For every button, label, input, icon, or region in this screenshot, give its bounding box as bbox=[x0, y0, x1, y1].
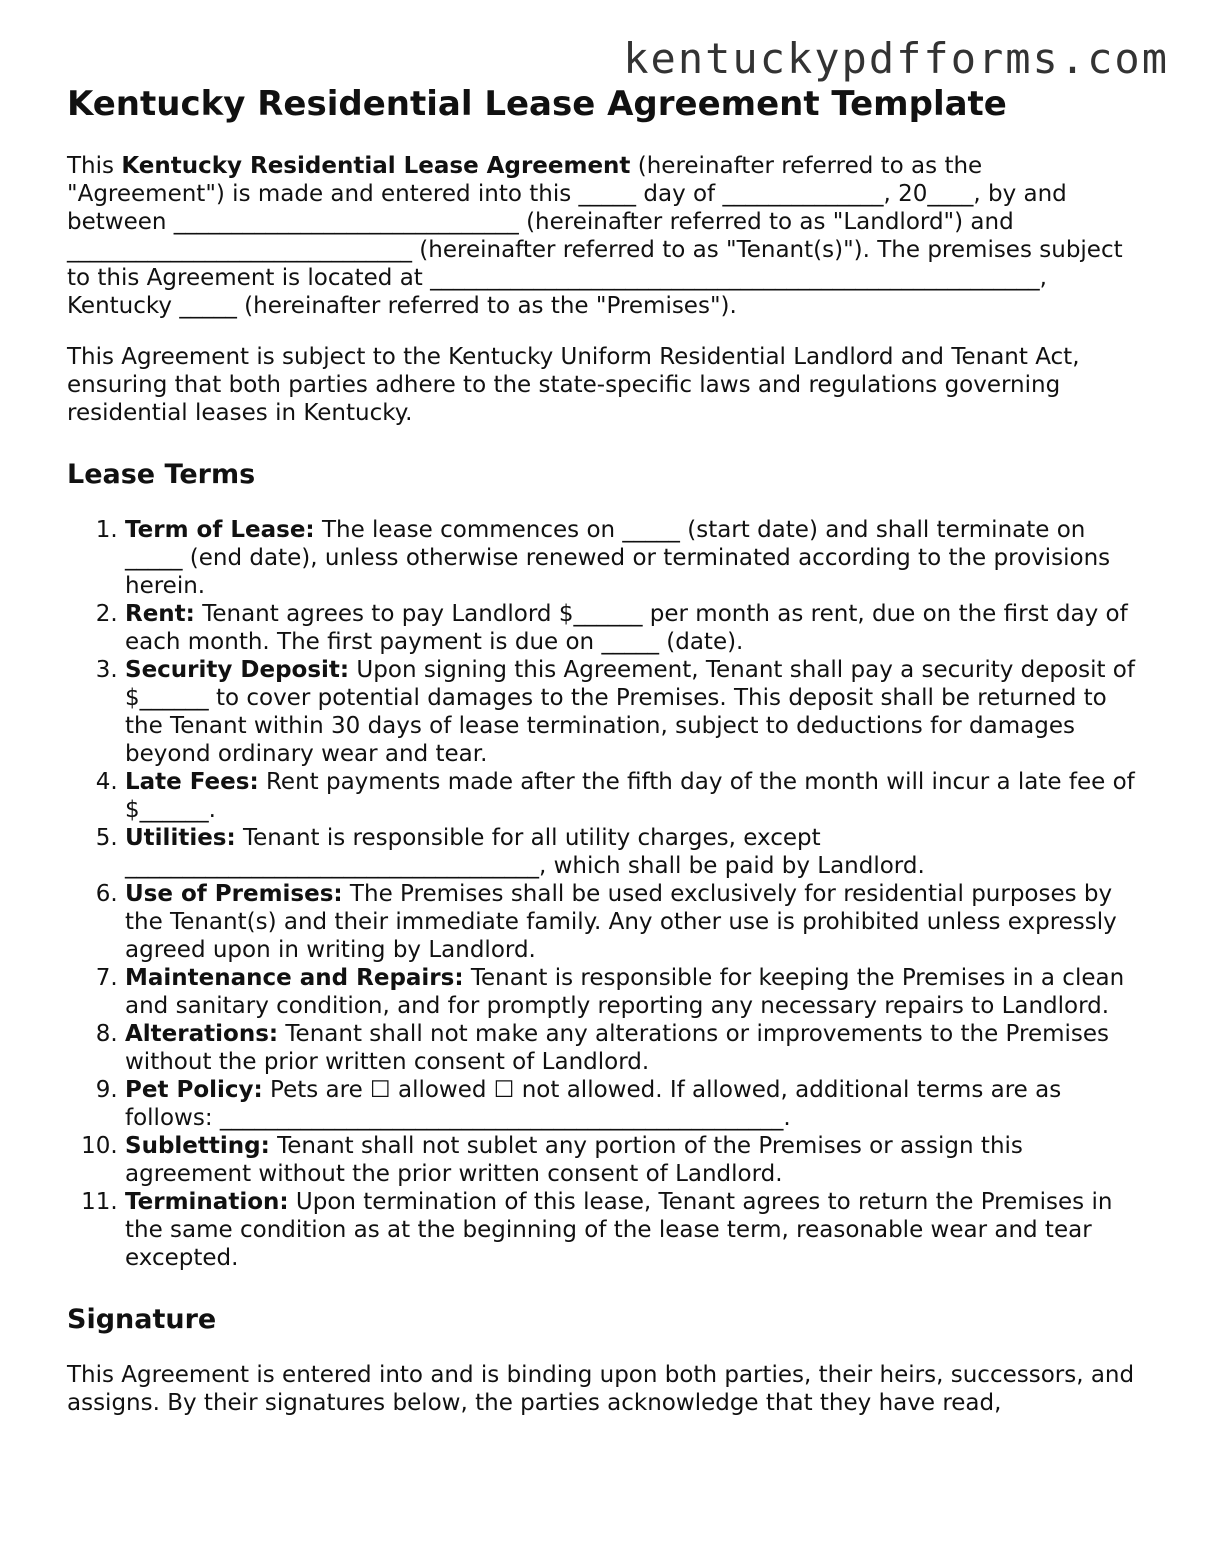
lease-term-item bbox=[125, 1188, 1147, 1272]
lease-term-text: The Premises shall be used exclusively for residential purposes by the Tenant(s) and their immediate family. Any other use is prohibited unless expressly agreed upon in writing by Landlord. bbox=[125, 881, 1117, 963]
lease-term-label: Utilities: bbox=[125, 825, 236, 851]
lease-term-text: Tenant agrees to pay Landlord $______ per month as rent, due on the first day of each month. The first payment is due on _____ (date). bbox=[125, 601, 1128, 655]
intro-body: (hereinafter referred to as the "Agreement") is made and entered into this _____ day of ______________, 20____, by and between ______________________________ (hereinafter referred to as "Landlord") and ______________________________ (hereinafter referred to as "Tenant(s)"). The premises subject to this Agreement is located at _____________________________________________________, Kentucky _____ (hereinafter referred to as the "Premises"). bbox=[67, 153, 1123, 319]
lease-term-item bbox=[125, 516, 1147, 600]
lease-term-label: Security Deposit: bbox=[125, 657, 350, 683]
lease-term-label: Late Fees: bbox=[125, 769, 259, 795]
lease-term-text: Tenant is responsible for all utility charges, except ____________________________________, which shall be paid by Landlord. bbox=[125, 825, 925, 879]
intro-paragraph bbox=[67, 152, 1147, 320]
lease-term-text: Upon signing this Agreement, Tenant shall pay a security deposit of $______ to cover potential damages to the Premises. This deposit shall be returned to the Tenant within 30 days of lease termination, subject to deductions for damages beyond ordinary wear and tear. bbox=[125, 657, 1135, 767]
lease-term-text: Tenant shall not sublet any portion of the Premises or assign this agreement without the prior written consent of Landlord. bbox=[125, 1133, 1023, 1187]
lease-term-label: Subletting: bbox=[125, 1133, 270, 1159]
lease-term-label: Alterations: bbox=[125, 1021, 279, 1047]
document-page bbox=[67, 82, 1147, 1440]
lease-term-text: Rent payments made after the fifth day of the month will incur a late fee of $______. bbox=[125, 769, 1135, 823]
lease-term-label: Maintenance and Repairs: bbox=[125, 965, 464, 991]
signature-heading: Signature bbox=[67, 1304, 217, 1335]
lease-term-label: Termination: bbox=[125, 1189, 289, 1215]
lease-term-item bbox=[125, 600, 1147, 656]
lease-term-text: The lease commences on _____ (start date) and shall terminate on _____ (end date), unless otherwise renewed or terminated according to the provisions herein. bbox=[125, 517, 1111, 599]
lease-term-text: Upon termination of this lease, Tenant agrees to return the Premises in the same condition as at the beginning of the lease term, reasonable wear and tear excepted. bbox=[125, 1189, 1113, 1271]
lease-term-item bbox=[125, 768, 1147, 824]
lease-term-item bbox=[125, 656, 1147, 768]
signature-paragraph: This Agreement is entered into and is binding upon both parties, their heirs, successors, and assigns. By their signatures below, the parties acknowledge that they have read, bbox=[67, 1362, 1135, 1416]
lease-term-label: Use of Premises: bbox=[125, 881, 343, 907]
lease-term-text: Tenant is responsible for keeping the Premises in a clean and sanitary condition, and for promptly reporting any necessary repairs to Landlord. bbox=[125, 965, 1125, 1019]
lease-term-text: Pets are ☐ allowed ☐ not allowed. If allowed, additional terms are as follows: _________________________________________________. bbox=[125, 1077, 1062, 1131]
lease-term-item bbox=[125, 824, 1147, 880]
lease-term-text: Tenant shall not make any alterations or improvements to the Premises without the prior written consent of Landlord. bbox=[125, 1021, 1110, 1075]
intro-agreement-name: Kentucky Residential Lease Agreement bbox=[121, 153, 631, 179]
lease-term-item bbox=[125, 1076, 1147, 1132]
lease-term-item bbox=[125, 880, 1147, 964]
lease-term-item bbox=[125, 964, 1147, 1020]
lease-term-label: Term of Lease: bbox=[125, 517, 315, 543]
site-watermark: kentuckypdfforms.com bbox=[623, 34, 1169, 83]
lease-term-item bbox=[125, 1020, 1147, 1076]
act-paragraph: This Agreement is subject to the Kentucky Uniform Residential Landlord and Tenant Act, ensuring that both parties adhere to the state-specific laws and regulations governing residential leases in Kentucky. bbox=[67, 344, 1080, 426]
lease-term-label: Rent: bbox=[125, 601, 195, 627]
lease-terms-heading: Lease Terms bbox=[67, 459, 256, 490]
lease-term-label: Pet Policy: bbox=[125, 1077, 263, 1103]
lease-term-item bbox=[125, 1132, 1147, 1188]
lease-terms-list bbox=[67, 516, 1147, 1272]
document-title: Kentucky Residential Lease Agreement Template bbox=[67, 84, 1007, 124]
intro-lead: This bbox=[67, 153, 122, 179]
